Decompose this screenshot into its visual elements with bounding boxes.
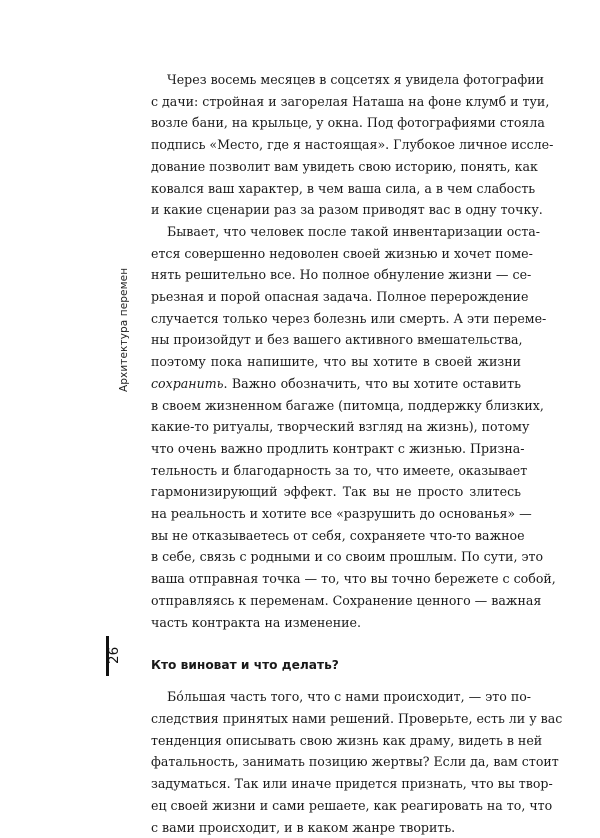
text-line: ец своей жизни и сами решаете, как реагировать на то, что (151, 795, 521, 817)
text-line: ется совершенно недоволен своей жизнью и хочет поме- (151, 243, 521, 265)
text-line: гармонизирующий эффект. Так вы не просто злитесь (151, 481, 521, 503)
emphasis: сохранить (151, 376, 224, 391)
text-line: дование позволит вам увидеть свою историю, понять, как (151, 156, 521, 178)
text-line: на реальность и хотите все «разрушить до основанья» — (151, 503, 521, 525)
text-line: в себе, связь с родными и со своим прошлым. По сути, это (151, 546, 521, 568)
page-number: 26 (106, 647, 122, 664)
text-line: и какие сценарии раз за разом приводят вас в одну точку. (151, 199, 521, 221)
text-line: рьезная и порой опасная задача. Полное перерождение (151, 286, 521, 308)
text-line: задуматься. Так или иначе придется признать, что вы твор- (151, 773, 521, 795)
section-heading: Кто виноват и что делать? (151, 655, 521, 675)
text-line: отправляясь к переменам. Сохранение ценного — важная (151, 590, 521, 612)
text-line: Бо́льшая часть того, что с нами происходит, — это по- (151, 686, 521, 708)
paragraph-1 (151, 69, 521, 221)
text-line: часть контракта на изменение. (151, 612, 521, 634)
page-content (151, 69, 521, 838)
text-line: поэтому пока напишите, что вы хотите в своей жизни (151, 351, 521, 373)
text-line: ковался ваш характер, в чем ваша сила, а в чем слабость (151, 178, 521, 200)
text-line: подпись «Место, где я настоящая». Глубокое личное иссле- (151, 134, 521, 156)
text-line: с вами происходит, и в каком жанре творить. (151, 817, 521, 838)
text-line: нять решительно все. Но полное обнуление жизни — се- (151, 264, 521, 286)
text-line: сохранить. Важно обозначить, что вы хотите оставить (151, 373, 521, 395)
text-line: ваша отправная точка — то, что вы точно бережете с собой, (151, 568, 521, 590)
paragraph-2 (151, 221, 521, 633)
text-line: возле бани, на крыльце, у окна. Под фотографиями стояла (151, 112, 521, 134)
text-line: что очень важно продлить контракт с жизнью. Призна- (151, 438, 521, 460)
text-line: Через восемь месяцев в соцсетях я увидела фотографии (151, 69, 521, 91)
text-line: фатальность, занимать позицию жертвы? Если да, вам стоит (151, 751, 521, 773)
text-line: Бывает, что человек после такой инвентаризации оста- (151, 221, 521, 243)
text-line: тенденция описывать свою жизнь как драму, видеть в ней (151, 730, 521, 752)
paragraph-3 (151, 686, 521, 838)
text-line: следствия принятых нами решений. Проверьте, есть ли у вас (151, 708, 521, 730)
text-line: с дачи: стройная и загорелая Наташа на фоне клумб и туи, (151, 91, 521, 113)
text-line: тельность и благодарность за то, что имеете, оказывает (151, 460, 521, 482)
text-line: случается только через болезнь или смерть. А эти переме- (151, 308, 521, 330)
text-line: вы не отказываетесь от себя, сохраняете что-то важное (151, 525, 521, 547)
text-line: ны произойдут и без вашего активного вмешательства, (151, 329, 521, 351)
text-line: какие-то ритуалы, творческий взгляд на жизнь), потому (151, 416, 521, 438)
running-head: Архитектура перемен (118, 268, 130, 392)
text-line: в своем жизненном багаже (питомца, поддержку близких, (151, 395, 521, 417)
